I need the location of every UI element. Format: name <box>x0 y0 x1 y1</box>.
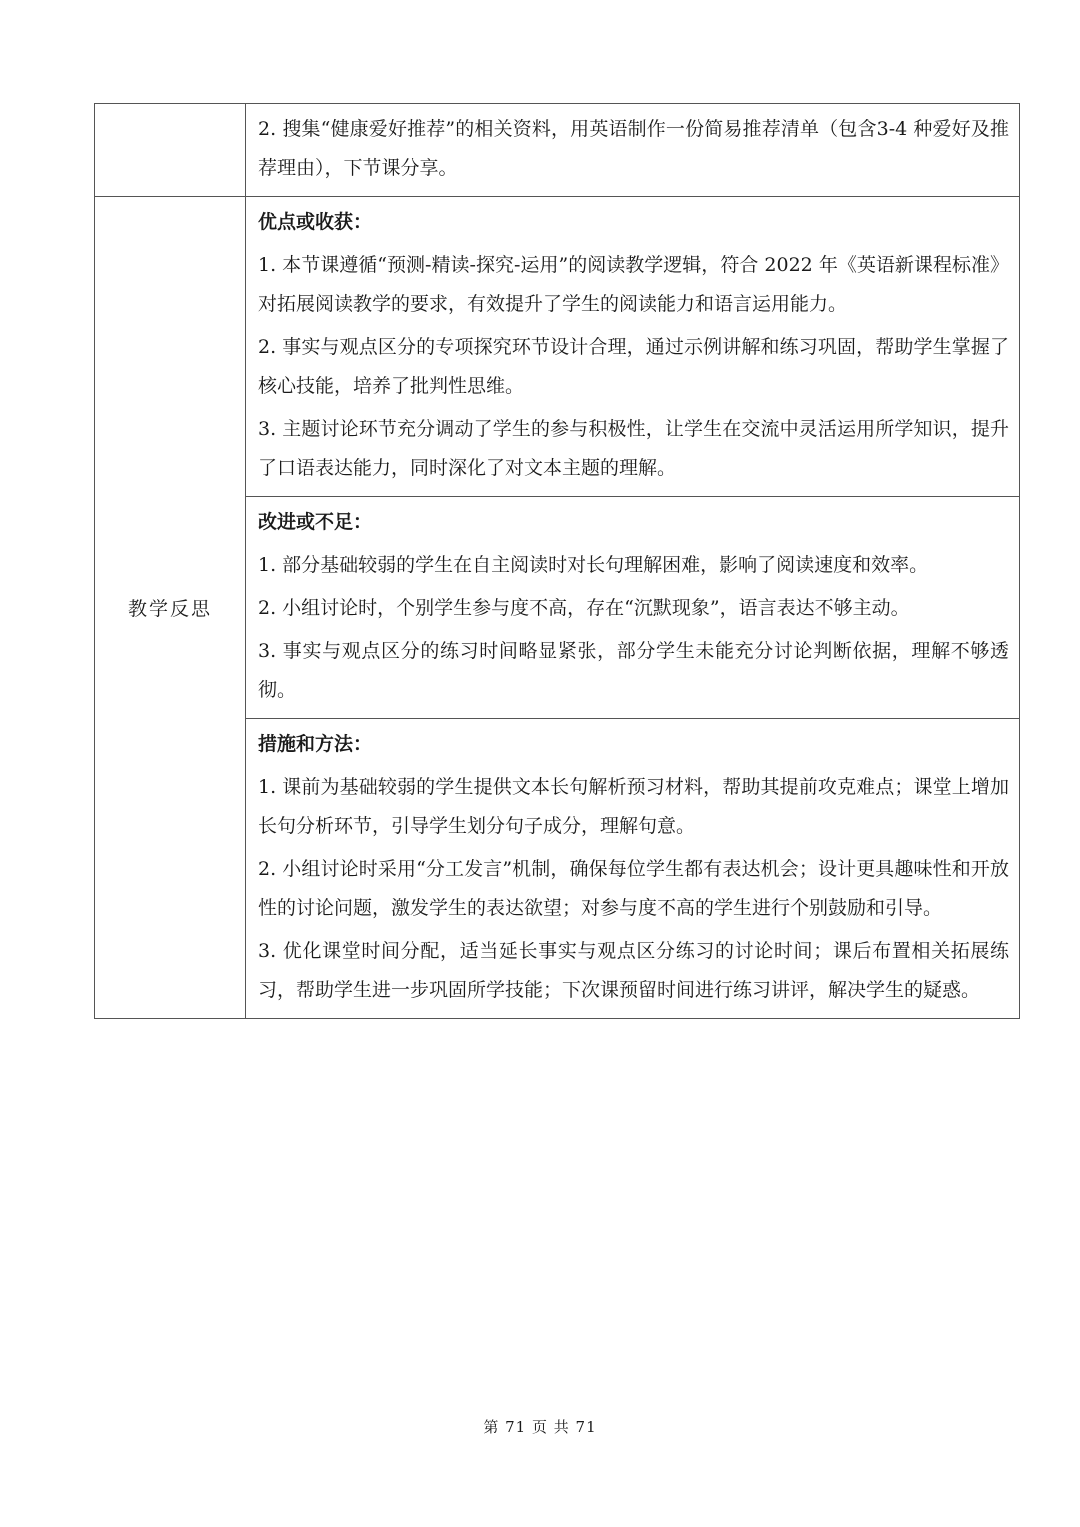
weakness-item-2: 2. 小组讨论时，个别学生参与度不高，存在“沉默现象”，语言表达不够主动。 <box>258 597 910 619</box>
empty-label-cell <box>95 104 246 197</box>
weakness-item-3: 3. 事实与观点区分的练习时间略显紧张，部分学生未能充分讨论判断依据，理解不够透彻。 <box>258 640 1009 701</box>
table-row-homework <box>95 104 1020 197</box>
measures-cell <box>246 719 1020 1019</box>
strength-item-1: 1. 本节课遵循“预测-精读-探究-运用”的阅读教学逻辑，符合 2022 年《英语新课程标准》对拓展阅读教学的要求，有效提升了学生的阅读能力和语言运用能力。 <box>258 254 1009 315</box>
strengths-cell <box>246 197 1020 497</box>
measure-item-2: 2. 小组讨论时采用“分工发言”机制，确保每位学生都有表达机会；设计更具趣味性和开放性的讨论问题，激发学生的表达欲望；对参与度不高的学生进行个别鼓励和引导。 <box>258 858 1009 919</box>
measure-item-3: 3. 优化课堂时间分配，适当延长事实与观点区分练习的讨论时间；课后布置相关拓展练习，帮助学生进一步巩固所学技能；下次课预留时间进行练习讲评，解决学生的疑惑。 <box>258 940 1009 1001</box>
measure-item-1: 1. 课前为基础较弱的学生提供文本长句解析预习材料，帮助其提前攻克难点；课堂上增加长句分析环节，引导学生划分句子成分，理解句意。 <box>258 776 1009 837</box>
reflection-label-cell <box>95 197 246 1019</box>
homework-cell <box>246 104 1020 197</box>
homework-item: 2. 搜集“健康爱好推荐”的相关资料，用英语制作一份简易推荐清单（包含3-4 种爱好及推荐理由），下节课分享。 <box>258 118 1009 179</box>
strength-item-3: 3. 主题讨论环节充分调动了学生的参与积极性，让学生在交流中灵活运用所学知识，提升了口语表达能力，同时深化了对文本主题的理解。 <box>258 418 1009 479</box>
strengths-heading: 优点或收获： <box>258 211 373 233</box>
weakness-item-1: 1. 部分基础较弱的学生在自主阅读时对长句理解困难，影响了阅读速度和效率。 <box>258 554 929 576</box>
measures-heading: 措施和方法： <box>258 733 373 755</box>
strength-item-2: 2. 事实与观点区分的专项探究环节设计合理，通过示例讲解和练习巩固，帮助学生掌握了核心技能，培养了批判性思维。 <box>258 336 1009 397</box>
weaknesses-heading: 改进或不足： <box>258 511 373 533</box>
lesson-plan-table <box>94 103 1020 1019</box>
page-number-footer: 第 71 页 共 71 <box>483 1418 597 1436</box>
table-row-strengths <box>95 197 1020 497</box>
reflection-label: 教学反思 <box>127 598 212 620</box>
weaknesses-cell <box>246 497 1020 719</box>
